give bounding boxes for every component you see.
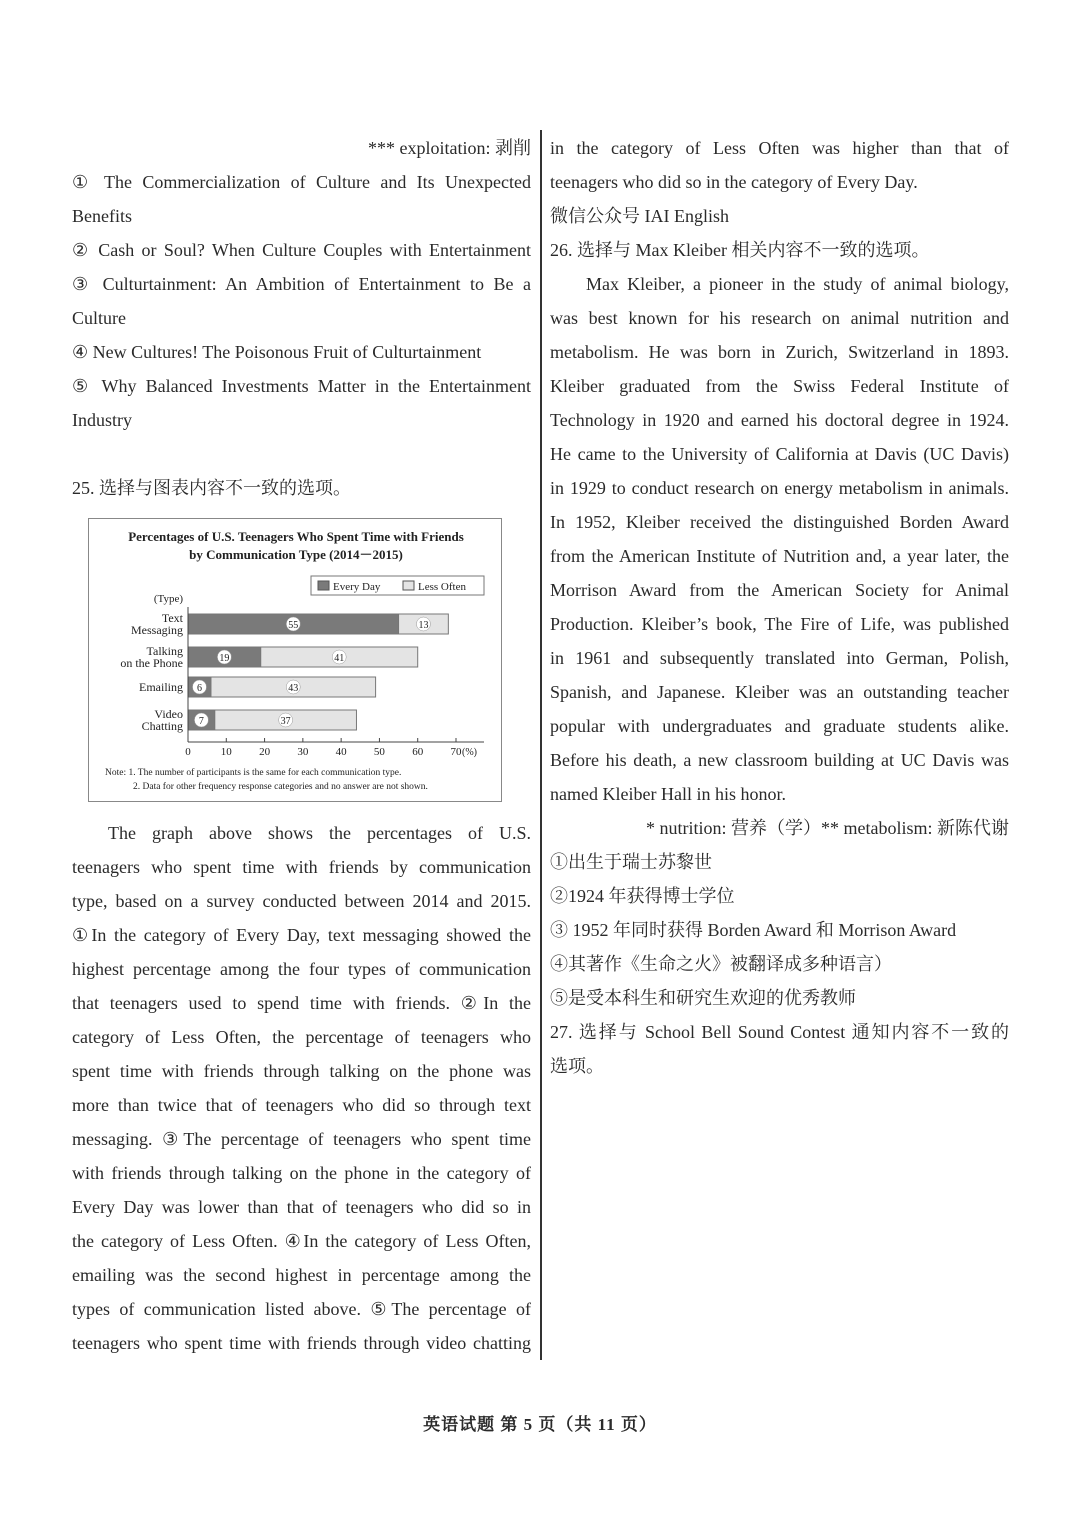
category-label: Emailing	[139, 680, 183, 694]
bar-chart	[88, 518, 502, 802]
text-line: Culture	[72, 308, 126, 328]
text-line: 微信公众号 IAI English	[550, 206, 729, 226]
column-divider	[540, 130, 542, 1360]
legend-swatch-every-day	[318, 581, 329, 590]
text-line: ①出生于瑞士苏黎世	[550, 852, 712, 872]
text-line: popular with undergraduates and graduate students alike.	[550, 716, 1009, 736]
text-line: *** exploitation: 剥削	[368, 138, 531, 158]
text-line: ④ New Cultures! The Poisonous Fruit of Culturtainment	[72, 342, 482, 362]
x-tick-label: 40	[335, 746, 347, 758]
text-line: highest percentage among the four types of communication	[72, 959, 531, 979]
text-line: * nutrition: 营养（学）** metabolism: 新陈代谢	[646, 818, 1009, 838]
text-line: teenagers who spent time with friends by communication	[72, 857, 531, 877]
legend-swatch-less-often	[403, 581, 414, 590]
text-line	[72, 437, 531, 471]
text-line: ③ Culturtainment: An Ambition of Entertainment to Be a	[72, 274, 531, 294]
text-line: The graph above shows the percentages of U.S.	[108, 823, 531, 843]
text-line: ③ 1952 年同时获得 Borden Award 和 Morrison Award	[550, 920, 957, 940]
text-line: type, based on a survey conducted between 2014 and 2015.	[72, 891, 531, 911]
x-tick-label: 60	[412, 746, 424, 758]
text-line: Technology in 1920 and earned his doctoral degree in 1924.	[550, 410, 1009, 430]
text-line: Production. Kleiber’s book, The Fire of Life, was published	[550, 614, 1009, 634]
text-line: that teenagers used to spend time with friends. ②In the	[72, 993, 531, 1013]
text-line: 选项。	[550, 1056, 604, 1076]
text-line: in the category of Less Often was higher than that of	[550, 138, 1009, 158]
x-tick-label: 0	[185, 746, 191, 758]
x-tick-label: 10	[220, 746, 232, 758]
text-line: In 1952, Kleiber received the distinguished Borden Award	[550, 512, 1009, 532]
chart-title: Percentages of U.S. Teenagers Who Spent Time with Friends	[128, 529, 464, 544]
data-label: 43	[288, 683, 299, 694]
category-label: Chatting	[141, 719, 183, 733]
left-column-paragraph	[72, 816, 531, 1360]
legend-label-every-day: Every Day	[333, 581, 381, 593]
text-line: 25. 选择与图表内容不一致的选项。	[72, 478, 351, 498]
category-label: Video	[154, 707, 183, 721]
text-line: in 1929 to conduct research on energy metabolism in animals.	[550, 478, 1009, 498]
y-axis-label: (Type)	[153, 593, 183, 605]
data-label: 37	[280, 716, 291, 727]
text-line: teenagers who spent time with friends through video chatting	[72, 1333, 531, 1353]
text-line: Morrison Award from the American Society for Animal	[550, 580, 1009, 600]
legend-label-less-often: Less Often	[418, 581, 466, 593]
x-tick-label: 50	[373, 746, 385, 758]
data-label: 6	[196, 683, 202, 694]
x-tick-label: 70	[450, 746, 462, 758]
text-line: types of communication listed above. ⑤The percentage of	[72, 1299, 531, 1319]
data-label: 7	[198, 716, 204, 727]
text-line: He came to the University of California at Davis (UC Davis)	[550, 444, 1009, 464]
text-line: ⑤是受本科生和研究生欢迎的优秀教师	[550, 988, 856, 1008]
page-footer: 英语试题 第 5 页（共 11 页）	[423, 1415, 657, 1434]
text-line: Spanish, and Japanese. Kleiber was an outstanding teacher	[550, 682, 1009, 702]
text-line: was best known for his research on animal nutrition and	[550, 308, 1009, 328]
text-line: ②1924 年获得博士学位	[550, 886, 735, 906]
category-label: Talking	[146, 644, 183, 658]
text-line: emailing was the second highest in percentage among the	[72, 1265, 531, 1285]
text-line: messaging. ③The percentage of teenagers who spent time	[72, 1129, 531, 1149]
text-line: ② Cash or Soul? When Culture Couples with Entertainment	[72, 240, 531, 260]
text-line: ① The Commercialization of Culture and Its Unexpected	[72, 172, 531, 192]
text-line: Every Day was lower than that of teenagers who did so in	[72, 1197, 531, 1217]
text-line: ⑤ Why Balanced Investments Matter in the Entertainment	[72, 376, 531, 396]
chart-note-2: 2. Data for other frequency response categories and no answer are not shown.	[133, 782, 428, 792]
text-line: metabolism. He was born in Zurich, Switzerland in 1893.	[550, 342, 1009, 362]
data-label: 41	[334, 653, 345, 664]
text-line: category of Less Often, the percentage of teenagers who	[72, 1027, 531, 1047]
text-line: teenagers who did so in the category of Every Day.	[550, 172, 918, 192]
text-line: 27. 选择与 School Bell Sound Contest 通知内容不一致的	[550, 1022, 1009, 1042]
text-line: with friends through talking on the phone in the category of	[72, 1163, 531, 1183]
text-line: ④其著作《生命之火》被翻译成多种语言）	[550, 954, 892, 974]
text-line: the category of Less Often. ④In the category of Less Often,	[72, 1231, 531, 1251]
text-line: from the American Institute of Nutrition and, a year later, the	[550, 546, 1009, 566]
x-tick-label: 20	[259, 746, 271, 758]
text-line: in 1961 and subsequently translated into German, Polish,	[550, 648, 1009, 668]
text-line: Before his death, a new classroom building at UC Davis was	[550, 750, 1009, 770]
x-axis-unit: (%)	[462, 747, 477, 758]
left-column-top	[72, 131, 531, 505]
text-line: ①In the category of Every Day, text messaging showed the	[72, 925, 531, 945]
data-label: 55	[288, 620, 299, 631]
category-label: Text	[161, 611, 183, 625]
text-line: Industry	[72, 410, 132, 430]
text-line: Max Kleiber, a pioneer in the study of animal biology,	[586, 274, 1009, 294]
data-label: 13	[418, 620, 429, 631]
chart-subtitle: by Communication Type (2014－2015)	[189, 547, 403, 562]
text-line: more than twice that of teenagers who did so through text	[72, 1095, 531, 1115]
text-line: Kleiber graduated from the Swiss Federal Institute of	[550, 376, 1009, 396]
text-line: Benefits	[72, 206, 132, 226]
chart-note-1: Note: 1. The number of participants is the same for each communication type.	[105, 768, 402, 778]
category-label: on the Phone	[120, 656, 183, 670]
category-label: Messaging	[131, 623, 183, 637]
text-line: 26. 选择与 Max Kleiber 相关内容不一致的选项。	[550, 240, 930, 260]
data-label: 19	[219, 653, 230, 664]
text-line: named Kleiber Hall in his honor.	[550, 784, 786, 804]
text-line: spent time with friends through talking on the phone was	[72, 1061, 531, 1081]
right-column	[550, 131, 1009, 1083]
x-tick-label: 30	[297, 746, 309, 758]
